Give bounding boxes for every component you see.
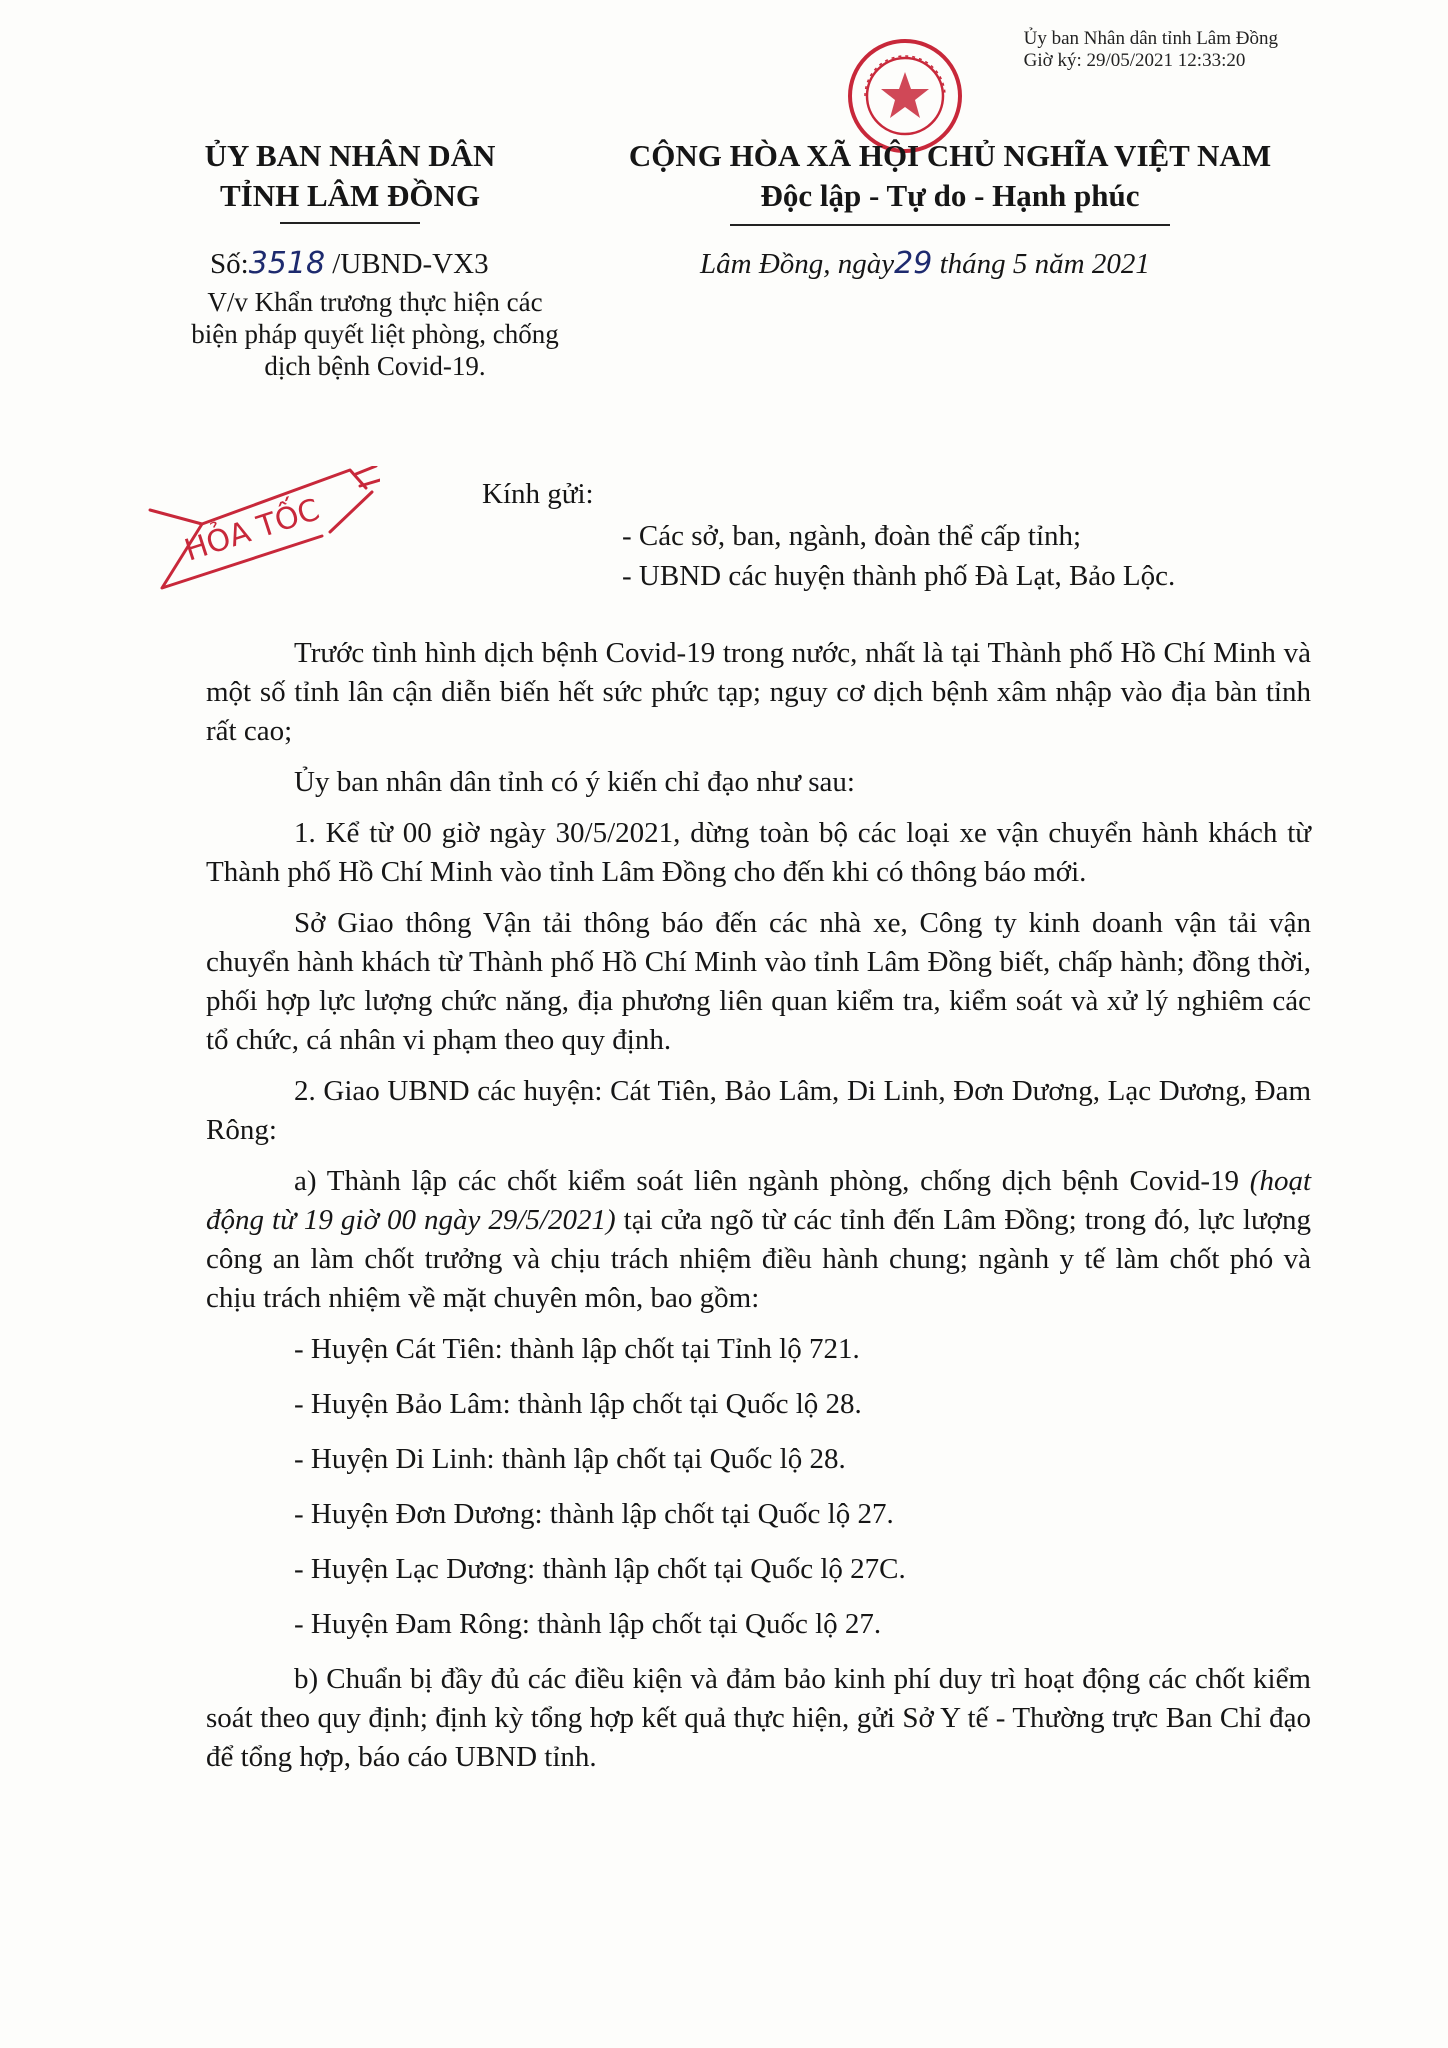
- paragraph-item-2a: [206, 1162, 1311, 1318]
- item-2a-time-note: (hoạt động từ 19 giờ 00 ngày 29/5/2021): [206, 1165, 1311, 1236]
- issuer-line-2: TỈNH LÂM ĐỒNG: [219, 178, 481, 213]
- salutation: Kính gửi:: [482, 478, 594, 510]
- paragraph-item-2: 2. Giao UBND các huyện: Cát Tiên, Bảo Lâm, Di Linh, Đơn Dương, Lạc Dương, Đam Rông:: [206, 1075, 1311, 1146]
- paragraph-directive-intro: Ủy ban nhân dân tỉnh có ý kiến chỉ đạo như sau:: [294, 766, 855, 798]
- checkpoint-lac-duong: - Huyện Lạc Dương: thành lập chốt tại Quốc lộ 27C.: [294, 1553, 906, 1585]
- paragraph-item-1: 1. Kể từ 00 giờ ngày 30/5/2021, dừng toàn bộ các loại xe vận chuyển hành khách từ Thành phố Hồ Chí Minh vào tỉnh Lâm Đồng cho đến khi có thông báo mới.: [206, 817, 1311, 888]
- motto: Độc lập - Tự do - Hạnh phúc: [760, 178, 1140, 213]
- signature-time: Giờ ký: 29/05/2021 12:33:20: [1023, 50, 1246, 71]
- motto-underline: [730, 224, 1170, 226]
- signature-signer: Ủy ban Nhân dân tỉnh Lâm Đồng: [1023, 28, 1278, 49]
- paragraph-item-2b: b) Chuẩn bị đầy đủ các điều kiện và đảm bảo kinh phí duy trì hoạt động các chốt kiểm soát theo quy định; định kỳ tổng hợp kết quả thực hiện, gửi Sở Y tế - Thường trực Ban Chỉ đạo để tổng hợp, báo cáo UBND tỉnh.: [206, 1663, 1311, 1773]
- national-motto: [590, 136, 1310, 226]
- item-2a-text-1: a) Thành lập các chốt kiểm soát liên ngành phòng, chống dịch bệnh Covid-19: [294, 1165, 1250, 1197]
- issuer-underline: [280, 222, 420, 224]
- date-before: Lâm Đồng, ngày: [700, 248, 895, 280]
- handwritten-day: 29: [894, 246, 933, 281]
- place-date: [700, 246, 1260, 281]
- number-prefix: Số:: [210, 248, 249, 280]
- checkpoint-di-linh: - Huyện Di Linh: thành lập chốt tại Quốc lộ 28.: [294, 1443, 846, 1475]
- checkpoint-dam-rong: - Huyện Đam Rông: thành lập chốt tại Quốc lộ 27.: [294, 1608, 882, 1640]
- checkpoint-don-duong: - Huyện Đơn Dương: thành lập chốt tại Quốc lộ 27.: [294, 1498, 894, 1530]
- document-subject: [150, 286, 600, 382]
- checkpoint-bao-lam: - Huyện Bảo Lâm: thành lập chốt tại Quốc lộ 28.: [294, 1388, 862, 1420]
- recipient-2: - UBND các huyện thành phố Đà Lạt, Bảo Lộc.: [622, 560, 1176, 592]
- country-name: CỘNG HÒA XÃ HỘI CHỦ NGHĨA VIỆT NAM: [628, 138, 1272, 173]
- item-2a-text-2: tại cửa ngõ từ các tỉnh đến Lâm Đồng; trong đó, lực lượng công an làm chốt trưởng và chịu trách nhiệm điều hành chung; ngành y tế làm chốt phó và chịu trách nhiệm về mặt chuyên môn, bao gồm:: [206, 1204, 1311, 1314]
- number-suffix: /UBND-VX3: [325, 248, 489, 280]
- document-number: [210, 246, 489, 281]
- urgent-stamp: [140, 466, 380, 596]
- document-body: [206, 634, 1311, 1789]
- checkpoint-cat-tien: - Huyện Cát Tiên: thành lập chốt tại Tỉnh lộ 721.: [294, 1333, 860, 1365]
- paragraph-transport-dept: Sở Giao thông Vận tải thông báo đến các nhà xe, Công ty kinh doanh vận tải vận chuyển hành khách từ Thành phố Hồ Chí Minh vào tỉnh Lâm Đồng biết, chấp hành; đồng thời, phối hợp lực lượng chức năng, địa phương liên quan kiểm tra, kiểm soát và xử lý nghiêm các tổ chức, cá nhân vi phạm theo quy định.: [206, 907, 1311, 1056]
- handwritten-number: 3518: [248, 246, 326, 281]
- recipient-1: - Các sở, ban, ngành, đoàn thể cấp tỉnh;: [622, 520, 1082, 552]
- subject-line-3: dịch bệnh Covid-19.: [264, 351, 486, 381]
- issuing-authority: [150, 136, 550, 224]
- issuer-line-1: ỦY BAN NHÂN DÂN: [204, 138, 496, 173]
- paragraph-context: Trước tình hình dịch bệnh Covid-19 trong nước, nhất là tại Thành phố Hồ Chí Minh và một số tỉnh lân cận diễn biến hết sức phức tạp; nguy cơ dịch bệnh xâm nhập vào địa bàn tỉnh rất cao;: [206, 637, 1311, 747]
- stamp-text: HỎA TỐC: [180, 492, 324, 569]
- subject-line-1: V/v Khẩn trương thực hiện các: [207, 287, 543, 317]
- subject-line-2: biện pháp quyết liệt phòng, chống: [191, 319, 559, 349]
- date-after: tháng 5 năm 2021: [932, 248, 1150, 280]
- digital-signature: [1024, 28, 1278, 72]
